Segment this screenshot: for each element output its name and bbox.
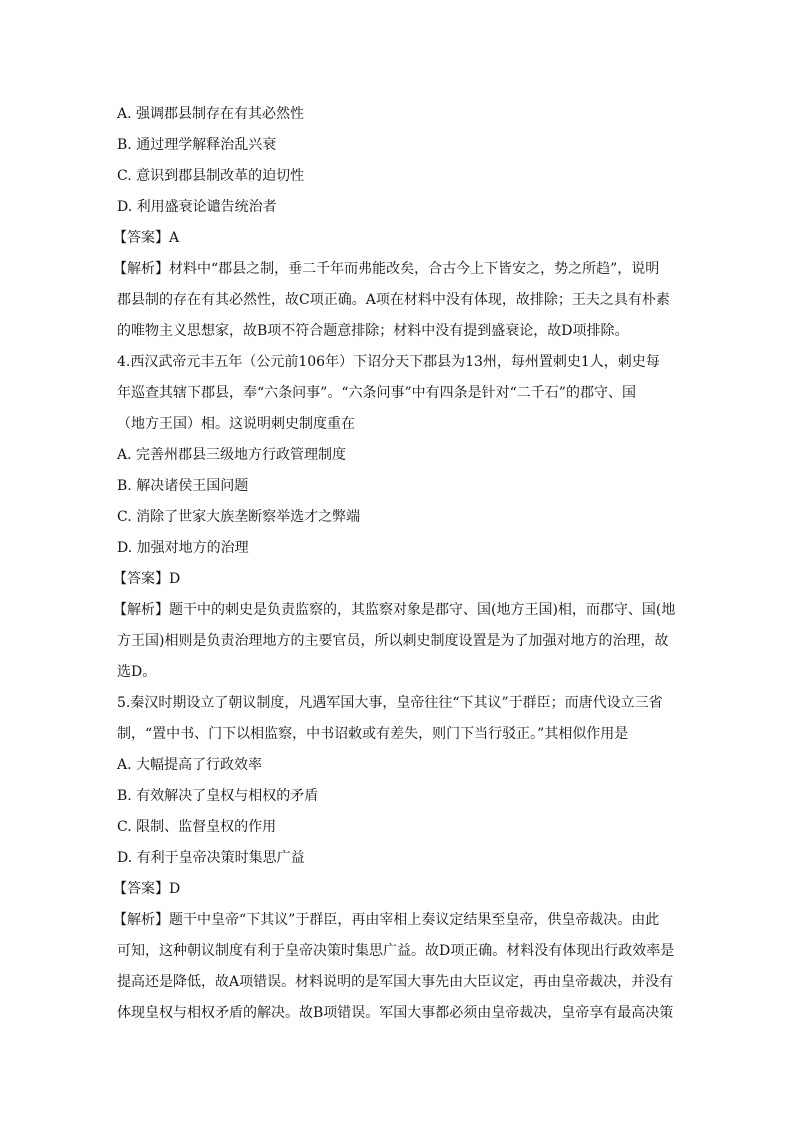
- question-3-options: [117, 99, 681, 223]
- q5-analysis-line: 提高还是降低，故A项错误。材料说明的是军国大事先由大臣议定，再由皇帝裁决，并没有: [117, 974, 674, 990]
- q4-stem-line: 年巡查其辖下郡县，奉“六条问事”。“六条问事”中有四条是针对“二千石”的郡守、国: [117, 385, 636, 401]
- q3-answer: 【答案】A: [113, 230, 180, 246]
- q4-option-d: D. 加强对地方的治理: [117, 540, 249, 556]
- q4-stem-line: 4.西汉武帝元丰五年（公元前106年）下诏分天下郡县为13州，每州置刺史1人，刺史每: [117, 354, 660, 370]
- q5-analysis: [113, 905, 681, 1029]
- q4-option-a: A. 完善州郡县三级地方行政管理制度: [117, 447, 347, 463]
- question-5-options: [117, 750, 681, 874]
- q4-analysis-line: 【解析】题干中的刺史是负责监察的，其监察对象是郡守、国(地方王国)相，而郡守、国(地: [113, 602, 676, 618]
- q5-option-a: A. 大幅提高了行政效率: [117, 757, 263, 773]
- document-page: [113, 99, 681, 1029]
- q3-option-a: A. 强调郡县制存在有其必然性: [117, 106, 305, 122]
- q5-option-c: C. 限制、监督皇权的作用: [117, 819, 277, 835]
- q5-option-b: B. 有效解决了皇权与相权的矛盾: [117, 788, 319, 804]
- q5-stem-line: 5.秦汉时期设立了朝议制度，凡遇军国大事，皇帝往往“下其议”于群臣；而唐代设立三省: [117, 695, 663, 711]
- q3-option-c: C. 意识到郡县制改革的迫切性: [117, 168, 305, 184]
- q5-option-d: D. 有利于皇帝决策时集思广益: [117, 850, 305, 866]
- q5-analysis-line: 可知，这种朝议制度有利于皇帝决策时集思广益。故D项正确。材料没有体现出行政效率是: [117, 943, 675, 959]
- q3-analysis-line: 的唯物主义思想家，故B项不符合题意排除；材料中没有提到盛衰论，故D项排除。: [117, 323, 629, 339]
- q4-analysis-line: 方王国)相则是负责治理地方的主要官员，所以刺史制度设置是为了加强对地方的治理，故: [117, 633, 669, 649]
- q3-analysis: [113, 254, 681, 347]
- q3-analysis-line: 【解析】材料中“郡县之制，垂二千年而弗能改矣，合古今上下皆安之，势之所趋”，说明: [113, 261, 660, 277]
- q5-stem-line: 制，“置中书、门下以相监察，中书诏敕或有差失，则门下当行驳正。”其相似作用是: [117, 726, 629, 742]
- q3-option-d: D. 利用盛衰论谴告统治者: [117, 199, 277, 215]
- q3-option-b: B. 通过理学解释治乱兴衰: [117, 137, 277, 153]
- question-4-stem: [117, 347, 681, 440]
- q4-analysis-line: 选D。: [117, 664, 157, 680]
- question-5-stem: [117, 688, 681, 750]
- q4-option-c: C. 消除了世家大族垄断察举选才之弊端: [117, 509, 361, 525]
- q4-stem-line: （地方王国）相。这说明刺史制度重在: [117, 416, 355, 432]
- q4-option-b: B. 解决诸侯王国问题: [117, 478, 249, 494]
- q3-analysis-line: 郡县制的存在有其必然性，故C项正确。A项在材料中没有体现，故排除；王夫之具有朴素: [117, 292, 670, 308]
- q4-answer: 【答案】D: [113, 571, 181, 587]
- question-4-options: [117, 440, 681, 564]
- q4-analysis: [113, 595, 681, 688]
- q5-analysis-line: 体现皇权与相权矛盾的解决。故B项错误。军国大事都必须由皇帝裁决，皇帝享有最高决策: [117, 1005, 674, 1021]
- q5-answer: 【答案】D: [113, 881, 181, 897]
- q5-analysis-line: 【解析】题干中皇帝“下其议”于群臣，再由宰相上奏议定结果至皇帝，供皇帝裁决。由此: [113, 912, 660, 928]
